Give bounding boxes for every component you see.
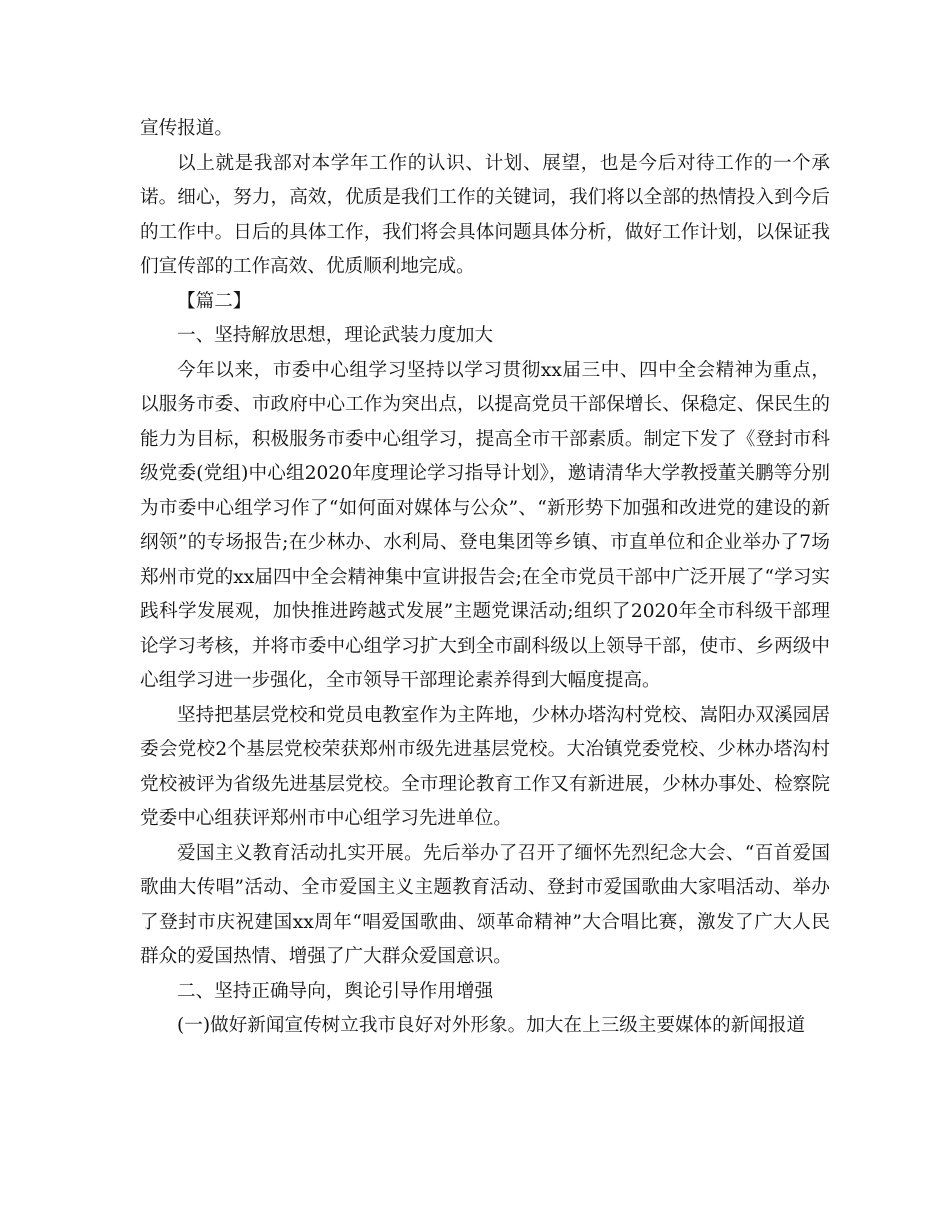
paragraph-summary: 以上就是我部对本学年工作的认识、计划、展望，也是今后对待工作的一个承诺。细心，努力，高效，优质是我们工作的关键词，我们将以全部的热情投入到今后的工作中。日后的具体工作，我们将会具体问题具体分析，做好工作计划，以保证我们宣传部的工作高效、优质顺利地完成。 [140,152,830,277]
paragraph-continuation: 宣传报道。 [140,118,233,139]
paragraph-patriotic-education: 爱国主义教育活动扎实开展。先后举办了召开了缅怀先烈纪念大会、“百首爱国歌曲大传唱”活动、全市爱国主义主题教育活动、登封市爱国歌曲大家唱活动、举办了登封市庆祝建国xx周年“唱爱国歌曲、颂革命精神”大合唱比赛，激发了广大人民群众的爱国热情、增强了广大群众爱国意识。 [140,842,830,967]
section-heading-2: 二、坚持正确导向，舆论引导作用增强 [177,980,494,1002]
paragraph-theory-study: 今年以来，市委中心组学习坚持以学习贯彻xx届三中、四中全会精神为重点，以服务市委、市政府中心工作为突出点，以提高党员干部保增长、保稳定、保民生的能力为目标，积极服务市委中心组学习，提高全市干部素质。制定下发了《登封市科级党委(党组)中心组2020年度理论学习指导计划》，邀请清华大学教授董关鹏等分别为市委中心组学习作了“如何面对媒体与公众”、“新形势下加强和改进党的建设的新纲领”的专场报告;在少林办、水利局、登电集团等乡镇、市直单位和企业举办了7场郑州市党的xx届四中全会精神集中宣讲报告会;在全市党员干部中广泛开展了“学习实践科学发展观，加快推进跨越式发展”主题党课活动;组织了2020年全市科级干部理论学习考核，并将市委中心组学习扩大到全市副科级以上领导干部，使市、乡两级中心组学习进一步强化，全市领导干部理论素养得到大幅度提高。 [140,359,830,691]
document-body [140,112,830,1044]
paragraph-news-publicity: (一)做好新闻宣传树立我市良好对外形象。加大在上三级主要媒体的新闻报道 [177,1015,806,1036]
section-heading-1: 一、坚持解放思想，理论武装力度加大 [177,325,494,346]
section-title: 【篇二】 [177,290,252,312]
paragraph-party-school: 坚持把基层党校和党员电教室作为主阵地，少林办塔沟村党校、嵩阳办双溪园居委会党校2个基层党校荣获郑州市级先进基层党校。大冶镇党委党校、少林办塔沟村党校被评为省级先进基层党校。全市理论教育工作又有新进展，少林办事处、检察院党委中心组获评郑州市中心组学习先进单位。 [140,704,830,829]
